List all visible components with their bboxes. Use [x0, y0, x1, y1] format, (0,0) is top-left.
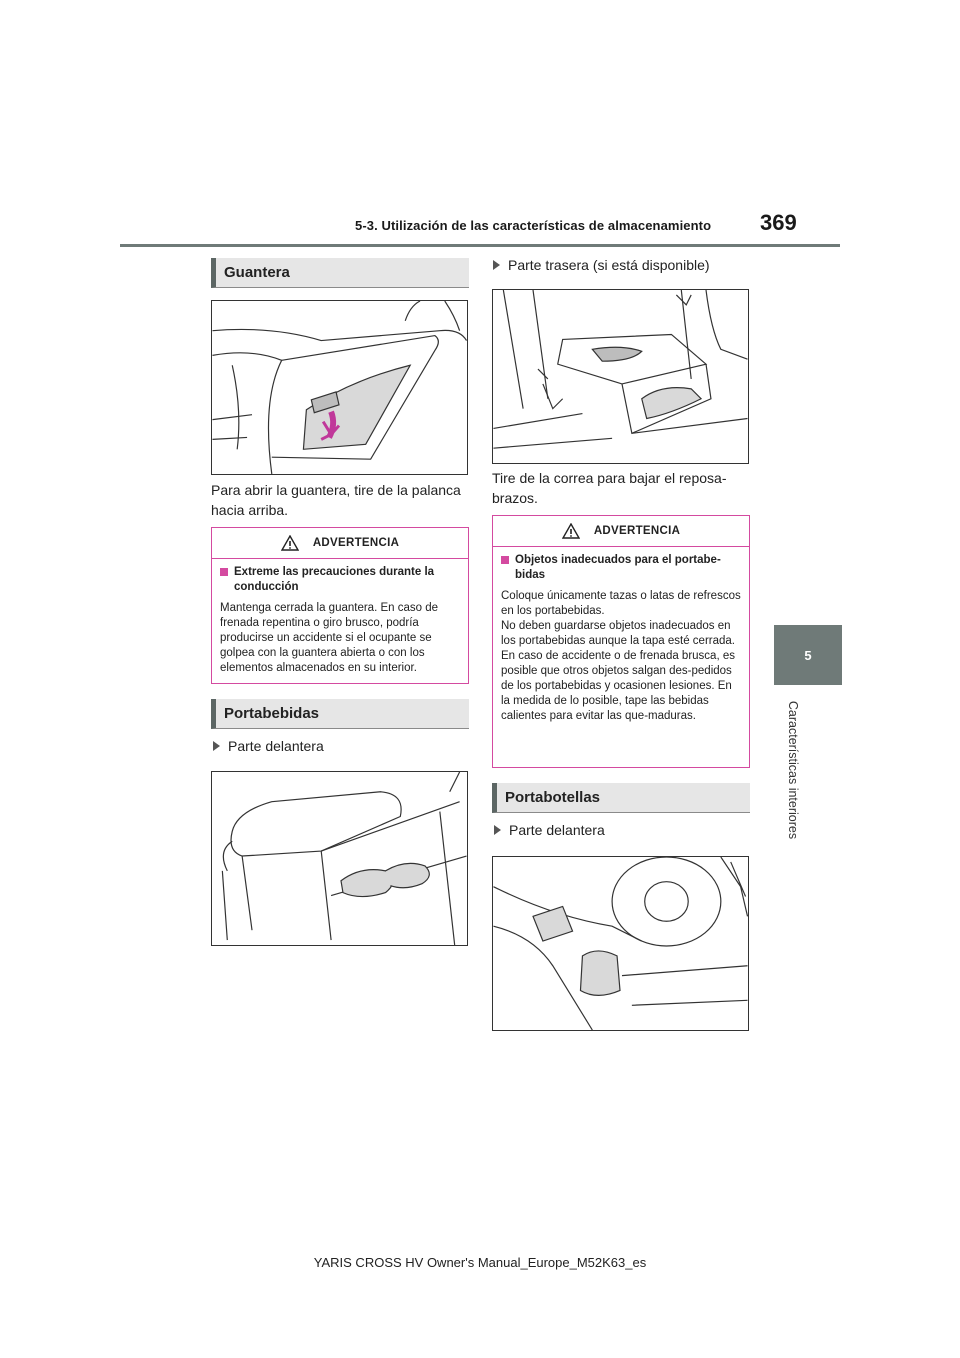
page-number: 369 — [760, 210, 797, 235]
warning-subheading-text: Objetos inadecuados para el portabe-bidas — [515, 554, 721, 581]
warning-triangle-icon — [281, 535, 299, 551]
heading-portabebidas: Portabebidas — [211, 699, 469, 729]
warning-subheading-text: Extreme las precauciones durante la conducción — [234, 566, 435, 593]
pink-square-icon — [501, 556, 509, 564]
warning-text: Coloque únicamente tazas o latas de refrescos en los portabebidas. No deben guardarse objetos inadecuados en los portabebidas aunque la tapa esté cerrada. En caso de accidente o de frenada brusca, es posible que otros objetos salgan des-pedidos de los portabebidas y ocasionen lesiones. En la medida de lo posible, tape las bebidas calientes para evitar las que-maduras. — [501, 590, 741, 722]
glovebox-warning-box — [211, 527, 469, 684]
bottle-front-label — [494, 820, 605, 840]
chapter-title-vertical — [782, 690, 804, 850]
warning-label: ADVERTENCIA — [312, 537, 400, 549]
cupholder-front-text: Parte delantera — [228, 738, 324, 754]
rear-label — [493, 255, 710, 275]
footer-text: YARIS CROSS HV Owner's Manual_Europe_M52K63_es — [313, 1255, 647, 1270]
warning-subheading — [501, 553, 741, 583]
warning-text: Mantenga cerrada la guantera. En caso de frenada repentina o giro brusco, podría producirse un accidente si el ocupante se golpea con la guantera abierta o con los elementos almacenados en su interior. — [220, 602, 439, 674]
warning-triangle-icon — [562, 523, 580, 539]
glovebox-caption: Para abrir la guantera, tire de la palanca hacia arriba. — [211, 482, 461, 518]
pink-square-icon — [220, 568, 228, 576]
warning-header — [493, 516, 749, 547]
warning-subheading — [220, 565, 460, 595]
triangle-bullet-icon — [494, 825, 501, 835]
bottle-front-text: Parte delantera — [509, 822, 605, 838]
chapter-tab: 5 — [774, 625, 842, 685]
front-cupholder-illustration — [211, 771, 468, 946]
heading-portabotellas: Portabotellas — [492, 783, 750, 813]
cupholder-warning-box — [492, 515, 750, 768]
triangle-bullet-icon — [213, 741, 220, 751]
rear-armrest-illustration — [492, 289, 749, 464]
glovebox-illustration — [211, 300, 468, 475]
rear-label-text: Parte trasera (si está disponible) — [508, 257, 710, 273]
section-title: 5-3. Utilización de las características de almacenamiento — [355, 218, 712, 233]
bottle-holder-illustration — [492, 856, 749, 1031]
warning-label: ADVERTENCIA — [593, 525, 681, 537]
chapter-title: Características interiores — [786, 700, 800, 840]
rear-caption: Tire de la correa para bajar el reposa-brazos. — [492, 470, 727, 506]
header-rule — [120, 244, 840, 247]
heading-guantera: Guantera — [211, 258, 469, 288]
cupholder-front-label — [213, 736, 324, 756]
warning-header — [212, 528, 468, 559]
triangle-bullet-icon — [493, 260, 500, 270]
